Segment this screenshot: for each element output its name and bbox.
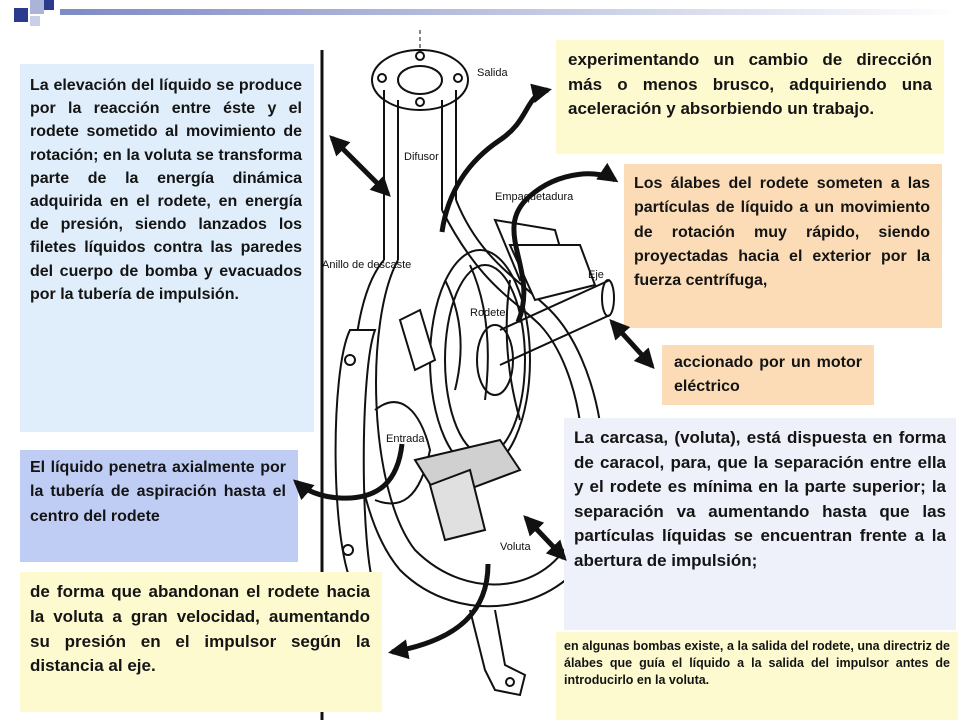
panel-carcasa xyxy=(564,418,956,630)
panel-directriz-text: en algunas bombas existe, a la salida del rodete, una directriz de álabes que guía el líquido a la salida del impulsor antes de introducirlo en la voluta. xyxy=(564,639,950,687)
header-gradient-bar xyxy=(60,9,960,15)
label-eje: Eje xyxy=(588,269,604,281)
panel-liquido-penetra xyxy=(20,450,298,562)
label-empaquetadura: Empaquetadura xyxy=(495,191,574,203)
panel-elevacion xyxy=(20,64,314,432)
panel-experimentando xyxy=(556,40,944,154)
panel-directriz xyxy=(556,632,958,720)
label-difusor: Difusor xyxy=(404,151,439,163)
label-entrada: Entrada xyxy=(386,433,425,445)
panel-experimentando-text: experimentando un cambio de dirección más o menos brusco, adquiriendo una aceleración y absorbiendo un trabajo. xyxy=(568,50,932,118)
label-salida: Salida xyxy=(477,67,508,79)
corner-square-light-1 xyxy=(30,0,44,14)
panel-alabes xyxy=(624,164,942,328)
header-decoration xyxy=(0,0,960,24)
label-voluta: Voluta xyxy=(500,541,531,553)
panel-carcasa-text: La carcasa, (voluta), está dispuesta en forma de caracol, para, que la separación entre ella y el rodete es mínima en la parte superior; la separación va aumentando hasta que las partículas líquidas se encuentran frente a la abertura de impulsión; xyxy=(574,428,946,570)
label-rodete: Rodete xyxy=(470,307,506,319)
panel-accionado xyxy=(662,345,874,405)
corner-square-dark-2 xyxy=(44,0,54,10)
panel-alabes-text: Los álabes del rodete someten a las partículas de líquido a un movimiento de rotación muy rápido, siendo proyectadas hacia el exterior por la fuerza centrífuga, xyxy=(634,175,930,290)
corner-square-dark-1 xyxy=(14,8,28,22)
label-anillo: Anillo de descaste xyxy=(322,259,412,271)
panel-abandonan-text: de forma que abandonan el rodete hacia la voluta a gran velocidad, aumentando su presión en el impulsor según la distancia al eje. xyxy=(30,582,370,676)
panel-liquido-penetra-text: El líquido penetra axialmente por la tubería de aspiración hasta el centro del rodete xyxy=(30,459,286,525)
panel-accionado-text: accionado por un motor eléctrico xyxy=(674,354,862,395)
panel-abandonan xyxy=(20,572,382,712)
arrow-accionado xyxy=(612,322,652,366)
corner-square-light-2 xyxy=(30,16,40,26)
panel-elevacion-text: La elevación del líquido se produce por la reacción entre éste y el rodete sometido al movimiento de rotación; en la voluta se transforma parte de la energía dinámica adquirida en el rodete, en energía de presión, siendo lanzados los filetes líquidos contra las paredes del cuerpo de bomba y evacuados por la tubería de impulsión. xyxy=(30,77,302,303)
